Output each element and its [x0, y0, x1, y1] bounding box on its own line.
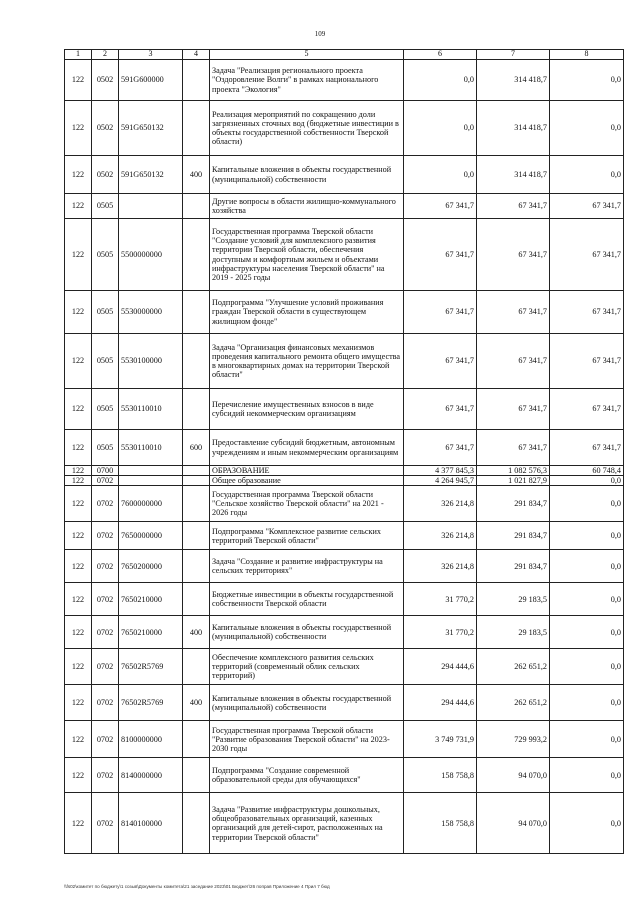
target-article-cell [119, 194, 183, 219]
amount-col7-cell: 291 834,7 [477, 550, 550, 583]
amount-col7-cell: 94 070,0 [477, 758, 550, 793]
ved-code-cell: 122 [65, 793, 92, 854]
ved-code-cell: 122 [65, 334, 92, 389]
section-code-cell: 0505 [92, 219, 119, 291]
amount-col8-cell: 67 341,7 [550, 291, 624, 334]
amount-col8-cell: 67 341,7 [550, 334, 624, 389]
section-code-cell: 0702 [92, 486, 119, 522]
description-cell: Бюджетные инвестиции в объекты государственной собственности Тверской области [210, 583, 404, 616]
amount-col6-cell: 294 444,6 [404, 685, 477, 721]
target-article-cell: 7650210000 [119, 583, 183, 616]
amount-col8-cell: 0,0 [550, 550, 624, 583]
section-code-cell: 0502 [92, 101, 119, 156]
amount-col7-cell: 1 021 827,9 [477, 476, 550, 486]
description-cell: Перечисление имущественных взносов в виде субсидий некоммерческим организациям [210, 389, 404, 430]
expense-type-cell [183, 334, 210, 389]
section-code-cell: 0505 [92, 389, 119, 430]
expense-type-cell [183, 486, 210, 522]
ved-code-cell: 122 [65, 466, 92, 476]
amount-col7-cell: 314 418,7 [477, 101, 550, 156]
amount-col6-cell: 158 758,8 [404, 793, 477, 854]
amount-col8-cell: 0,0 [550, 101, 624, 156]
page-number: 109 [314, 30, 326, 38]
amount-col6-cell: 67 341,7 [404, 389, 477, 430]
expense-type-cell: 600 [183, 430, 210, 466]
expense-type-cell: 400 [183, 616, 210, 649]
expense-type-cell [183, 758, 210, 793]
section-code-cell: 0702 [92, 793, 119, 854]
table-body [65, 60, 624, 854]
ved-code-cell: 122 [65, 101, 92, 156]
amount-col6-cell: 0,0 [404, 101, 477, 156]
ved-code-cell: 122 [65, 430, 92, 466]
column-number-header [65, 50, 624, 60]
amount-col6-cell: 158 758,8 [404, 758, 477, 793]
amount-col7-cell: 729 993,2 [477, 721, 550, 758]
amount-col6-cell: 67 341,7 [404, 291, 477, 334]
ved-code-cell: 122 [65, 291, 92, 334]
target-article-cell: 8100000000 [119, 721, 183, 758]
column-header: 5 [210, 50, 404, 60]
amount-col6-cell: 67 341,7 [404, 219, 477, 291]
ved-code-cell: 122 [65, 550, 92, 583]
ved-code-cell: 122 [65, 219, 92, 291]
target-article-cell: 76502R5769 [119, 649, 183, 685]
amount-col8-cell: 0,0 [550, 793, 624, 854]
description-cell: Задача "Реализация регионального проекта "Оздоровление Волги" в рамках национального проекта "Экология" [210, 60, 404, 101]
amount-col6-cell: 294 444,6 [404, 649, 477, 685]
column-header: 8 [550, 50, 624, 60]
amount-col7-cell: 67 341,7 [477, 334, 550, 389]
table-row [65, 793, 624, 854]
description-cell: Капитальные вложения в объекты государственной (муниципальной) собственности [210, 685, 404, 721]
expense-type-cell [183, 466, 210, 476]
target-article-cell: 7650000000 [119, 522, 183, 550]
column-header: 7 [477, 50, 550, 60]
amount-col7-cell: 314 418,7 [477, 60, 550, 101]
section-code-cell: 0505 [92, 194, 119, 219]
amount-col6-cell: 0,0 [404, 156, 477, 194]
ved-code-cell: 122 [65, 522, 92, 550]
section-code-cell: 0702 [92, 721, 119, 758]
target-article-cell: 5530000000 [119, 291, 183, 334]
amount-col7-cell: 67 341,7 [477, 219, 550, 291]
description-cell: Подпрограмма "Комплексное развитие сельских территорий Тверской области" [210, 522, 404, 550]
amount-col6-cell: 0,0 [404, 60, 477, 101]
amount-col6-cell: 67 341,7 [404, 334, 477, 389]
expense-type-cell [183, 550, 210, 583]
table-row [65, 758, 624, 793]
description-cell: Задача "Развитие инфраструктуры дошкольных, общеобразовательных организаций, казенных организаций для детей-сирот, расположенных на территории Тверской области" [210, 793, 404, 854]
amount-col6-cell: 4 377 845,3 [404, 466, 477, 476]
amount-col8-cell: 0,0 [550, 616, 624, 649]
expense-type-cell [183, 649, 210, 685]
amount-col7-cell: 1 082 576,3 [477, 466, 550, 476]
expense-type-cell [183, 721, 210, 758]
table-row [65, 194, 624, 219]
target-article-cell: 5530100000 [119, 334, 183, 389]
amount-col7-cell: 29 183,5 [477, 616, 550, 649]
section-code-cell: 0702 [92, 758, 119, 793]
description-cell: Подпрограмма "Создание современной образовательной среды для обучающихся" [210, 758, 404, 793]
expense-type-cell: 400 [183, 685, 210, 721]
amount-col7-cell: 262 651,2 [477, 685, 550, 721]
table-row [65, 522, 624, 550]
amount-col8-cell: 67 341,7 [550, 219, 624, 291]
target-article-cell [119, 466, 183, 476]
section-code-cell: 0505 [92, 291, 119, 334]
column-header: 4 [183, 50, 210, 60]
amount-col7-cell: 291 834,7 [477, 522, 550, 550]
table-row [65, 101, 624, 156]
amount-col8-cell: 0,0 [550, 685, 624, 721]
target-article-cell: 5500000000 [119, 219, 183, 291]
description-cell: Предоставление субсидий бюджетным, автономным учреждениям и иным некоммерческим организациям [210, 430, 404, 466]
amount-col6-cell: 31 770,2 [404, 616, 477, 649]
expense-type-cell [183, 522, 210, 550]
amount-col8-cell: 0,0 [550, 486, 624, 522]
description-cell: Капитальные вложения в объекты государственной (муниципальной) собственности [210, 156, 404, 194]
expense-type-cell [183, 389, 210, 430]
column-header: 1 [65, 50, 92, 60]
ved-code-cell: 122 [65, 758, 92, 793]
ved-code-cell: 122 [65, 685, 92, 721]
target-article-cell: 8140100000 [119, 793, 183, 854]
table-row [65, 60, 624, 101]
ved-code-cell: 122 [65, 60, 92, 101]
description-cell: Общее образование [210, 476, 404, 486]
amount-col7-cell: 262 651,2 [477, 649, 550, 685]
budget-table [64, 49, 624, 854]
target-article-cell: 5530110010 [119, 430, 183, 466]
target-article-cell: 591G650132 [119, 101, 183, 156]
expense-type-cell [183, 476, 210, 486]
amount-col8-cell: 0,0 [550, 476, 624, 486]
amount-col7-cell: 67 341,7 [477, 430, 550, 466]
target-article-cell: 7650210000 [119, 616, 183, 649]
column-header: 3 [119, 50, 183, 60]
section-code-cell: 0702 [92, 583, 119, 616]
amount-col7-cell: 314 418,7 [477, 156, 550, 194]
ved-code-cell: 122 [65, 721, 92, 758]
amount-col8-cell: 67 341,7 [550, 194, 624, 219]
table-row [65, 721, 624, 758]
target-article-cell: 76502R5769 [119, 685, 183, 721]
amount-col7-cell: 94 070,0 [477, 793, 550, 854]
description-cell: Задача "Создание и развитие инфраструктуры на сельских территориях" [210, 550, 404, 583]
expense-type-cell [183, 219, 210, 291]
description-cell: Государственная программа Тверской области "Развитие образования Тверской области" на 2023-2030 годы [210, 721, 404, 758]
expense-type-cell [183, 583, 210, 616]
table-row [65, 430, 624, 466]
amount-col8-cell: 0,0 [550, 583, 624, 616]
section-code-cell: 0702 [92, 685, 119, 721]
target-article-cell: 7650200000 [119, 550, 183, 583]
amount-col7-cell: 67 341,7 [477, 389, 550, 430]
amount-col8-cell: 0,0 [550, 721, 624, 758]
expense-type-cell [183, 60, 210, 101]
amount-col8-cell: 0,0 [550, 60, 624, 101]
target-article-cell: 591G600000 [119, 60, 183, 101]
section-code-cell: 0702 [92, 550, 119, 583]
table-row [65, 550, 624, 583]
expense-type-cell [183, 793, 210, 854]
table-row [65, 466, 624, 476]
target-article-cell: 5530110010 [119, 389, 183, 430]
table-row [65, 685, 624, 721]
amount-col8-cell: 0,0 [550, 649, 624, 685]
ved-code-cell: 122 [65, 649, 92, 685]
amount-col7-cell: 67 341,7 [477, 194, 550, 219]
amount-col6-cell: 67 341,7 [404, 194, 477, 219]
expense-type-cell [183, 194, 210, 219]
amount-col7-cell: 67 341,7 [477, 291, 550, 334]
column-header: 2 [92, 50, 119, 60]
ved-code-cell: 122 [65, 389, 92, 430]
ved-code-cell: 122 [65, 156, 92, 194]
section-code-cell: 0702 [92, 616, 119, 649]
section-code-cell: 0702 [92, 476, 119, 486]
description-cell: Обеспечение комплексного развития сельских территорий (современный облик сельских территорий) [210, 649, 404, 685]
amount-col8-cell: 0,0 [550, 156, 624, 194]
table-row [65, 291, 624, 334]
amount-col8-cell: 60 748,4 [550, 466, 624, 476]
ved-code-cell: 122 [65, 486, 92, 522]
amount-col6-cell: 326 214,8 [404, 550, 477, 583]
ved-code-cell: 122 [65, 583, 92, 616]
section-code-cell: 0505 [92, 430, 119, 466]
description-cell: Государственная программа Тверской области "Сельское хозяйство Тверской области" на 2021 - 2026 годы [210, 486, 404, 522]
target-article-cell: 591G650132 [119, 156, 183, 194]
table-row [65, 649, 624, 685]
description-cell: Капитальные вложения в объекты государственной (муниципальной) собственности [210, 616, 404, 649]
amount-col6-cell: 31 770,2 [404, 583, 477, 616]
amount-col6-cell: 326 214,8 [404, 522, 477, 550]
table-row [65, 486, 624, 522]
target-article-cell: 8140000000 [119, 758, 183, 793]
target-article-cell [119, 476, 183, 486]
description-cell: Государственная программа Тверской области "Создание условий для комплексного развития территории Тверской области, обеспечения доступным и комфортным жильем и объектами инфраструктуры населения Тверской области" на 2019 - 2025 годы [210, 219, 404, 291]
amount-col6-cell: 4 264 945,7 [404, 476, 477, 486]
description-cell: Подпрограмма "Улучшение условий проживания граждан Тверской области в существующем жилищном фонде" [210, 291, 404, 334]
section-code-cell: 0502 [92, 156, 119, 194]
section-code-cell: 0502 [92, 60, 119, 101]
expense-type-cell: 400 [183, 156, 210, 194]
table-row [65, 583, 624, 616]
file-path-footer: \\fs02\комитет по бюджету\1 созыв\Документы комитета\21 заседание 2023\01 Бюджет\26 поправ Приложение 4 Прил 7 бюд [64, 884, 330, 889]
table-row [65, 616, 624, 649]
ved-code-cell: 122 [65, 476, 92, 486]
amount-col7-cell: 291 834,7 [477, 486, 550, 522]
target-article-cell: 7600000000 [119, 486, 183, 522]
description-cell: ОБРАЗОВАНИЕ [210, 466, 404, 476]
expense-type-cell [183, 101, 210, 156]
section-code-cell: 0700 [92, 466, 119, 476]
amount-col6-cell: 67 341,7 [404, 430, 477, 466]
description-cell: Реализация мероприятий по сокращению доли загрязненных сточных вод (бюджетные инвестиции в объекты государственной собственности Тверской области) [210, 101, 404, 156]
amount-col6-cell: 3 749 731,9 [404, 721, 477, 758]
table-row [65, 156, 624, 194]
section-code-cell: 0702 [92, 522, 119, 550]
table-row [65, 389, 624, 430]
ved-code-cell: 122 [65, 194, 92, 219]
amount-col6-cell: 326 214,8 [404, 486, 477, 522]
section-code-cell: 0505 [92, 334, 119, 389]
description-cell: Задача "Организация финансовых механизмов проведения капитального ремонта общего имущества в многоквартирных домах на территории Тверской области" [210, 334, 404, 389]
ved-code-cell: 122 [65, 616, 92, 649]
expense-type-cell [183, 291, 210, 334]
amount-col8-cell: 0,0 [550, 522, 624, 550]
table-row [65, 334, 624, 389]
section-code-cell: 0702 [92, 649, 119, 685]
column-header: 6 [404, 50, 477, 60]
amount-col8-cell: 0,0 [550, 758, 624, 793]
amount-col8-cell: 67 341,7 [550, 430, 624, 466]
table-row [65, 476, 624, 486]
table-row [65, 219, 624, 291]
amount-col7-cell: 29 183,5 [477, 583, 550, 616]
description-cell: Другие вопросы в области жилищно-коммунального хозяйства [210, 194, 404, 219]
amount-col8-cell: 67 341,7 [550, 389, 624, 430]
